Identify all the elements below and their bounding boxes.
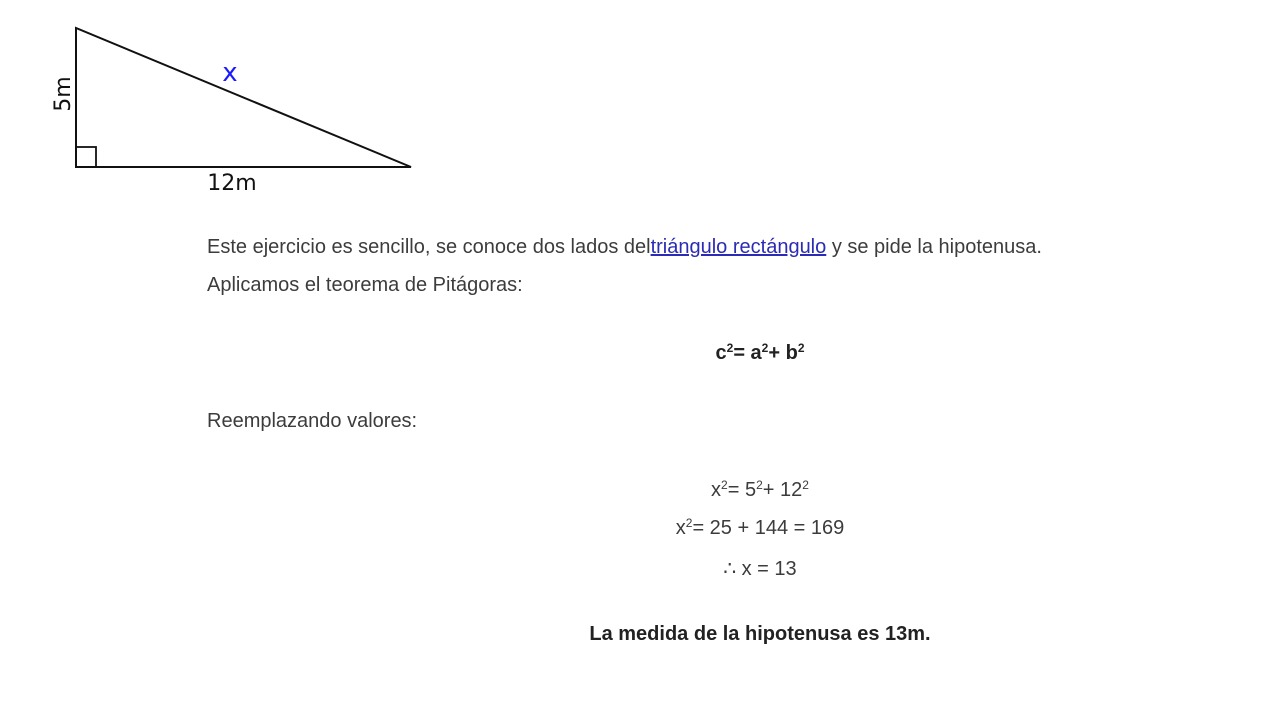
step-2 (0, 517, 1280, 540)
intro-text-after-link: y se pide la hipotenusa. (826, 236, 1042, 258)
step1-plus: + 12 (762, 479, 803, 501)
step-3: ∴ x = 13 (723, 558, 797, 580)
horizontal-side-label: 12m (207, 171, 257, 196)
intro-line-1 (207, 228, 1042, 266)
step1-mid: = 5 (727, 479, 757, 501)
triangle-link[interactable]: triángulo rectángulo (650, 236, 827, 258)
step1-x: x (711, 479, 722, 501)
formula-exp-2: 2 (761, 341, 769, 355)
step1-exp-1: 2 (721, 478, 728, 492)
step2-exp-1: 2 (685, 516, 693, 530)
intro-line-2: Aplicamos el teorema de Pitágoras: (207, 274, 523, 296)
formula-exp-3: 2 (797, 341, 805, 355)
conclusion: La medida de la hipotenusa es 13m. (589, 623, 931, 645)
right-triangle-diagram (0, 0, 440, 200)
formula-c: c (715, 342, 727, 364)
step1-exp-3: 2 (802, 478, 809, 492)
intro-text-before-link: Este ejercicio es sencillo, se conoce dos lados del (207, 236, 651, 258)
step1-exp-2: 2 (756, 478, 763, 492)
formula-mid: = a (733, 342, 762, 364)
replace-label: Reemplazando valores: (207, 410, 418, 432)
step2-rest: = 25 + 144 = 169 (692, 517, 845, 539)
vertical-side-label: 5m (51, 76, 76, 112)
pythagoras-formula (0, 342, 1280, 365)
formula-plus: + b (768, 342, 798, 364)
triangle-outline (76, 28, 411, 167)
step2-x: x (675, 517, 686, 539)
formula-exp-1: 2 (726, 341, 734, 355)
step-1 (0, 479, 1280, 502)
hypotenuse-label: x (222, 58, 238, 88)
right-angle-marker (76, 147, 96, 167)
